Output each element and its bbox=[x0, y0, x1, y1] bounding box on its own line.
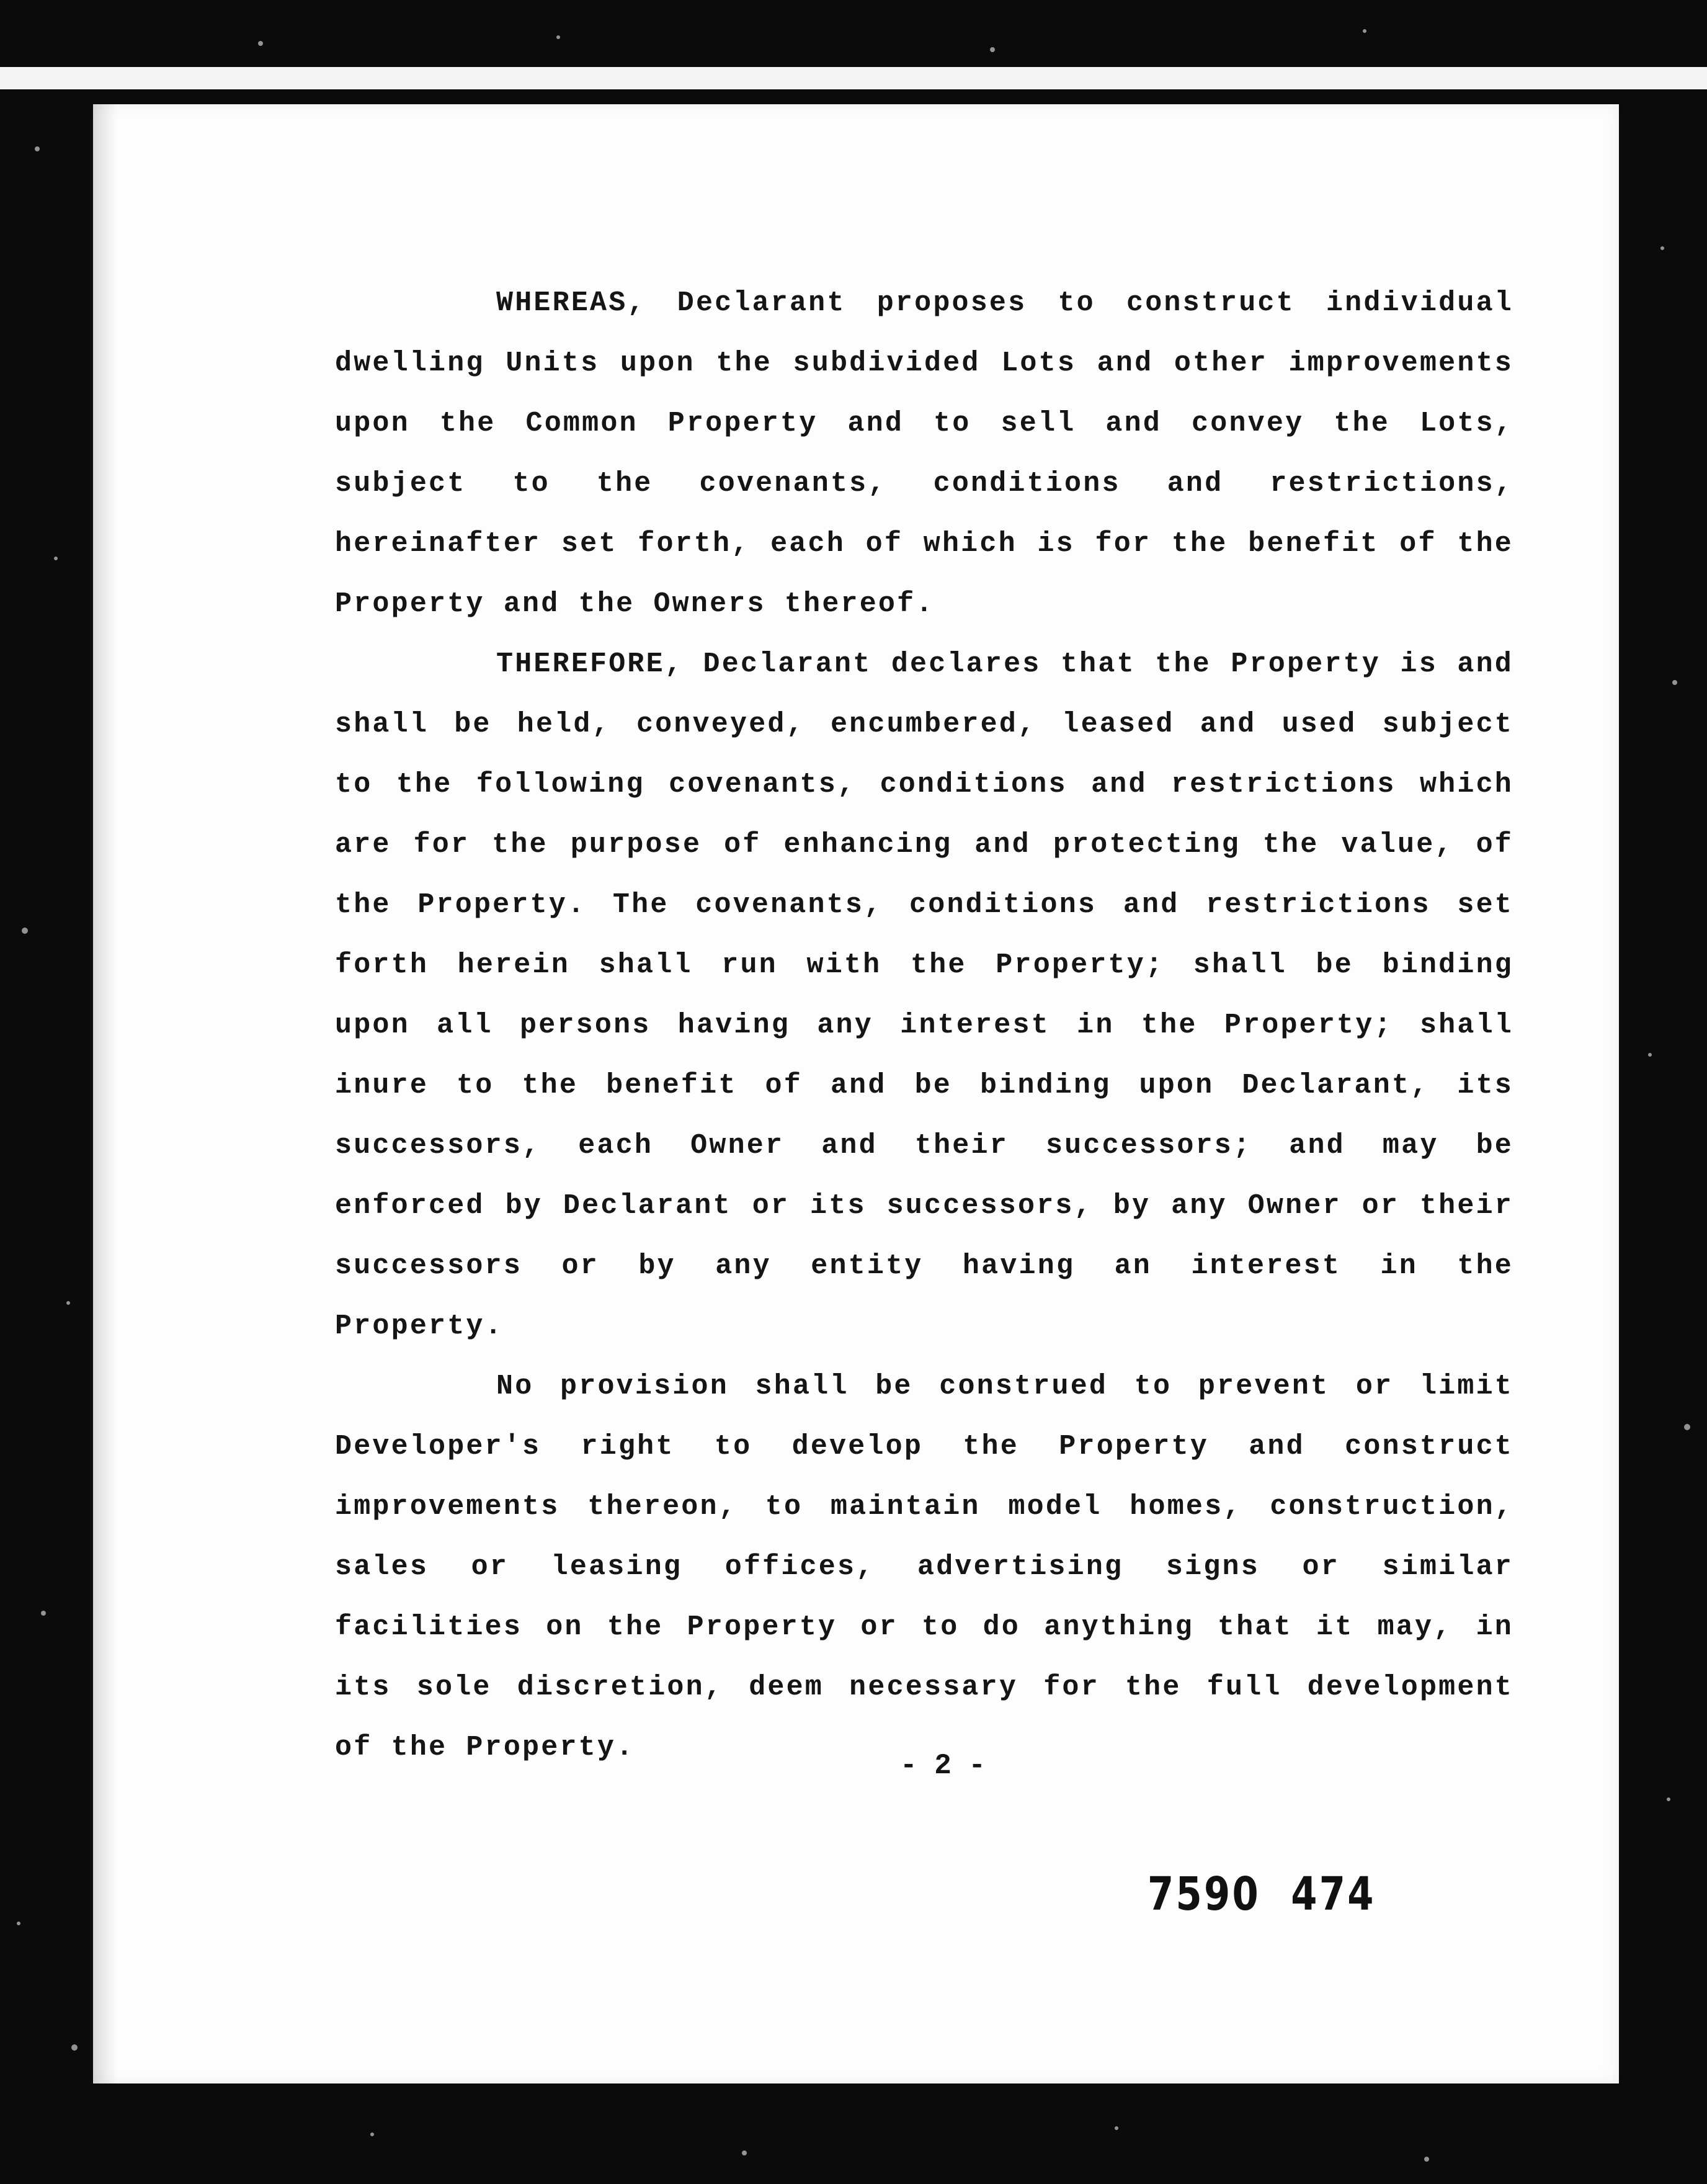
book-page-stamp bbox=[1148, 1868, 1376, 1921]
page-number: - 2 - bbox=[899, 1750, 986, 1782]
paragraph-no-provision: No provision shall be construed to prevent or limit Developer's right to develop the Property and construct improvements thereon, to maintain model homes, construction, sales or leasing offices, advertising signs or similar facilities on the Property or to do anything that it may, in its sole discretion, deem necessary for the full development of the Property. bbox=[335, 1371, 1513, 1763]
page-shadow bbox=[93, 104, 118, 2083]
scan-top-strip bbox=[0, 67, 1707, 89]
paragraph-whereas: WHEREAS, Declarant proposes to construct individual dwelling Units upon the subdivided Lots and other improvements upon the Common Property and to sell and convey the Lots, subject to the covenants, conditions and restrictions, hereinafter set forth, each of which is for the benefit of the Property and the Owners thereof. bbox=[335, 287, 1513, 620]
book-number: 7590 bbox=[1148, 1868, 1261, 1921]
page-reference: 474 bbox=[1291, 1868, 1376, 1921]
paragraph-therefore: THEREFORE, Declarant declares that the Property is and shall be held, conveyed, encumbered, leased and used subject to the following covenants, conditions and restrictions which are for the purpose of enhancing and protecting the value, of the Property. The covenants, conditions and restrictions set forth herein shall run with the Property; shall be binding upon all persons having any interest in the Property; shall inure to the benefit of and be binding upon Declarant, its successors, each Owner and their successors; and may be enforced by Declarant or its successors, by any Owner or their successors or by any entity having an interest in the Property. bbox=[335, 648, 1513, 1342]
document-body bbox=[335, 273, 1513, 1778]
